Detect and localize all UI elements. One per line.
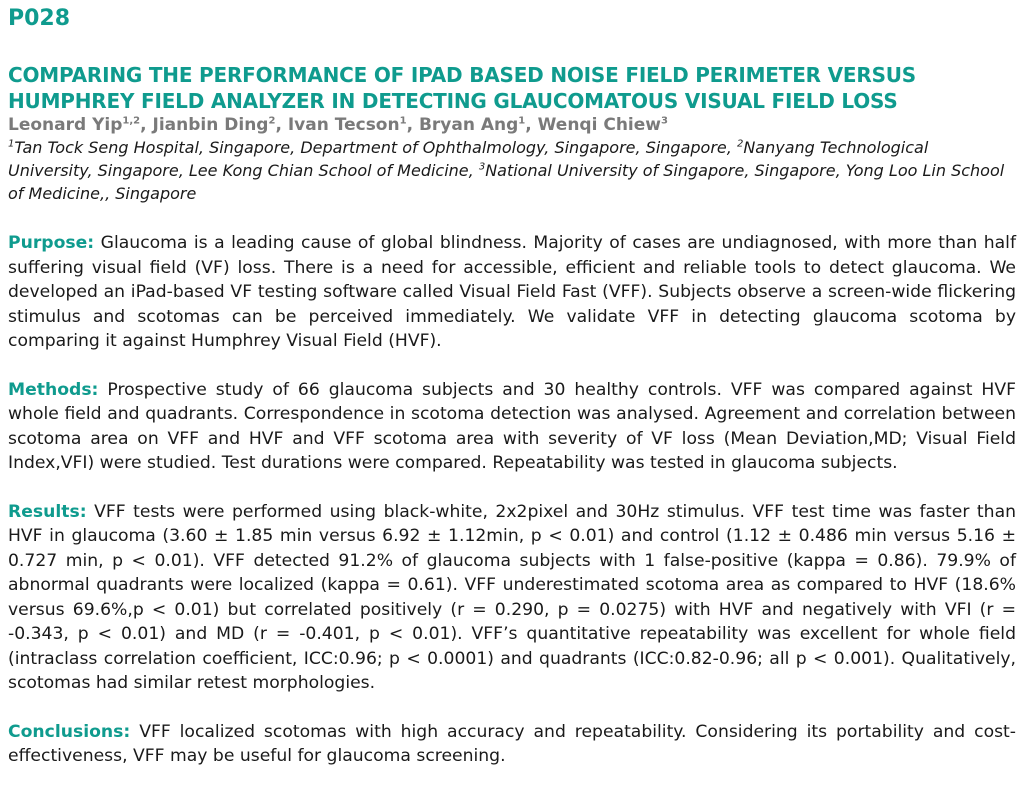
author: Wenqi Chiew$^3$: [537, 115, 668, 135]
methods-section: [8, 378, 1016, 476]
section-label: Conclusions:: [8, 721, 131, 742]
purpose-section: [8, 231, 1016, 354]
section-text: Glaucoma is a leading cause of global blindness. Majority of cases are undiagnosed, with more than half suffering visual field (VF) loss. There is a need for accessible, efficient and reliable tools to detect glaucoma. We developed an iPad-based VF testing software called Visual Field Fast (VFF). Subjects observe a screen-wide flickering stimulus and scotomas can be perceived immediately. We validate VFF in detecting glaucoma scotoma by comparing it against Humphrey Visual Field (HVF).: [8, 233, 1016, 351]
abstract-code: P028: [8, 6, 71, 31]
author: Ivan Tecson$^1$,: [287, 115, 419, 135]
section-text: Prospective study of 66 glaucoma subjects and 30 healthy controls. VFF was compared against HVF whole field and quadrants. Correspondence in scotoma detection was analysed. Agreement and correlation between scotoma area on VFF and HVF and VFF scotoma area with severity of VF loss (Mean Deviation,MD; Visual Field Index,VFI) were studied. Test durations were compared. Repeatability was tested in glaucoma subjects.: [8, 379, 1016, 473]
author: Bryan Ang$^1$,: [418, 115, 538, 135]
section-label: Results:: [8, 501, 87, 522]
author-list: [8, 114, 1016, 136]
affiliations: $^1$Tan Tock Seng Hospital, Singapore, Department of Ophthalmology, Singapore, Singapore, $^2$Nanyang Technological University, Singapore, Lee Kong Chian School of Medicine, $^3$National University of Singapore, Singapore, Yong Loo Lin School of Medicine,, Singapore: [8, 138, 1005, 203]
section-text: VFF tests were performed using black-white, 2x2pixel and 30Hz stimulus. VFF test time was faster than HVF in glaucoma (3.60 ± 1.85 min versus 6.92 ± 1.12min, p < 0.01) and control (1.12 ± 0.486 min versus 5.16 ± 0.727 min, p < 0.01). VFF detected 91.2% of glaucoma subjects with 1 false-positive (kappa = 0.86). 79.9% of abnormal quadrants were localized (kappa = 0.61). VFF underestimated scotoma area as compared to HVF (18.6% versus 69.6%,p < 0.01) but correlated positively (r = 0.290, p = 0.0275) with HVF and negatively with VFI (r = -0.343, p < 0.01) and MD (r = -0.401, p < 0.01). VFF’s quantitative repeatability was excellent for whole field (intraclass correlation coefficient, ICC:0.96; p < 0.0001) and quadrants (ICC:0.82-0.96; all p < 0.001). Qualitatively, scotomas had similar retest morphologies.: [8, 501, 1016, 693]
section-label: Methods:: [8, 379, 99, 400]
abstract-title: COMPARING THE PERFORMANCE OF IPAD BASED NOISE FIELD PERIMETER VERSUS HUMPHREY FIELD ANALYZER IN DETECTING GLAUCOMATOUS VISUAL FIELD LOSS: [8, 63, 917, 113]
affiliation: National University of Singapore, Singapore, Yong Loo Lin School of Medicine,, Singapore: [8, 161, 1005, 203]
affiliation: Tan Tock Seng Hospital, Singapore, Department of Ophthalmology, Singapore, Singapore,: [14, 138, 737, 157]
author: Leonard Yip$^{1,2}$,: [8, 115, 153, 135]
affiliation: Nanyang Technological University, Singapore, Lee Kong Chian School of Medicine,: [8, 138, 929, 180]
section-label: Purpose:: [8, 233, 95, 253]
author: Jianbin Ding$^2$,: [152, 115, 288, 135]
conclusions-section: [8, 720, 1016, 769]
abstract-page: [8, 6, 1016, 793]
results-section: [8, 500, 1016, 696]
section-text: VFF localized scotomas with high accuracy and repeatability. Considering its portability and cost-effectiveness, VFF may be useful for glaucoma screening.: [8, 721, 1016, 766]
